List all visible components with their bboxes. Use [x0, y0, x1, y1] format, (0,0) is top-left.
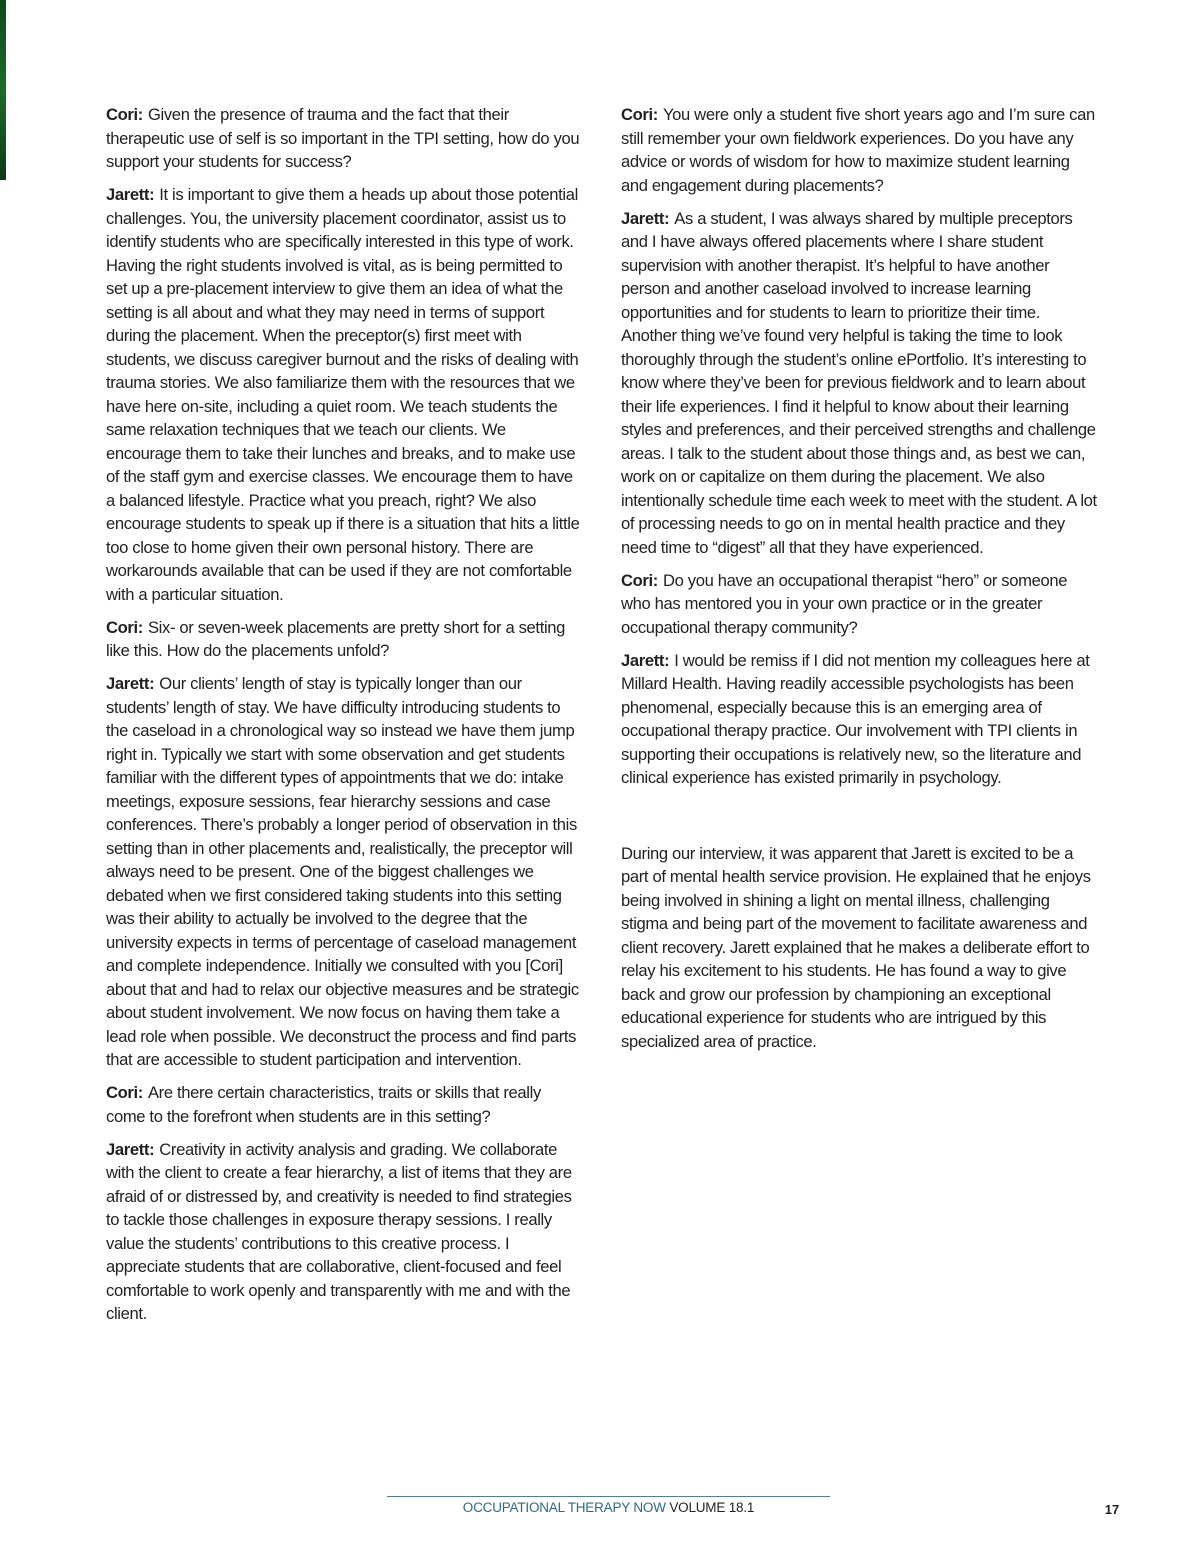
speaker-label: Jarett:	[106, 185, 155, 204]
speaker-label: Cori:	[106, 1083, 143, 1102]
speaker-label: Jarett:	[621, 650, 670, 670]
interview-paragraph	[621, 569, 1099, 640]
green-edge-bar	[0, 0, 6, 180]
paragraph-text: I would be remiss if I did not mention my colleagues here at Millard Health. Having readily accessible psychologists has been phenomenal, especially because this is an emerging area of occupational therapy practice. Our involvement with TPI clients in supporting their occupations is relatively new, so the literature and clinical experience has existed primarily in psychology.	[621, 650, 1090, 787]
interview-paragraph	[621, 649, 1099, 790]
footer-rule	[387, 1496, 830, 1497]
interview-paragraph	[106, 1081, 584, 1128]
footer	[387, 1500, 830, 1515]
speaker-label: Cori:	[621, 105, 658, 124]
paragraph-text: Creativity in activity analysis and grading. We collaborate with the client to create a fear hierarchy, a list of items that they are afraid of or distressed by, and creativity is needed to find strategies to tackle those challenges in exposure therapy sessions. I really value the students’ contributions to this creative process. I appreciate students that are collaborative, client-focused and feel comfortable to work openly and transparently with me and with the client.	[106, 1139, 572, 1323]
interview-paragraph	[621, 103, 1099, 197]
speaker-label: Jarett:	[621, 208, 670, 228]
right-column	[621, 103, 1099, 1063]
interview-paragraph	[106, 183, 584, 606]
page-number: 17	[1104, 1502, 1120, 1517]
interview-paragraph	[106, 672, 584, 1072]
paragraph-text: Are there certain characteristics, traits or skills that really come to the forefront when students are in this setting?	[106, 1083, 541, 1126]
paragraph-text: It is important to give them a heads up about those potential challenges. You, the university placement coordinator, assist us to identify students who are specifically interested in this type of work. Having the right students involved is vital, as is being permitted to set up a pre-placement interview to give them an idea of what the setting is all about and what they may need in terms of support during the placement. When the preceptor(s) first meet with students, we discuss caregiver burnout and the risks of dealing with trauma stories. We also familiarize them with the resources that we have here on-site, including a quiet room. We teach students the same relaxation techniques that we teach our clients. We encourage them to take their lunches and breaks, and to make use of the staff gym and exercise classes. We encourage them to have a balanced lifestyle. Practice what you preach, right? We also encourage students to speak up if there is a situation that hits a little too close to home given their own personal history. There are workarounds available that can be used if they are not comfortable with a particular situation.	[106, 185, 580, 604]
interview-paragraph	[621, 207, 1099, 560]
interview-paragraph	[106, 1138, 584, 1326]
speaker-label: Jarett:	[106, 1139, 155, 1159]
interview-paragraph	[106, 103, 584, 174]
paragraph-text: Six- or seven-week placements are pretty short for a setting like this. How do the placements unfold?	[106, 617, 566, 660]
speaker-label: Jarett:	[106, 674, 155, 693]
left-column	[106, 103, 584, 1335]
speaker-label: Cori:	[106, 105, 143, 124]
paragraph-text: Given the presence of trauma and the fact that their therapeutic use of self is so important in the TPI setting, how do you support your students for success?	[106, 105, 580, 171]
paragraph-text: As a student, I was always shared by multiple preceptors and I have always offered placements where I share student supervision with another therapist. It’s helpful to have another person and another caseload involved to increase learning opportunities and for students to learn to prioritize their time. Another thing we’ve found very helpful is taking the time to look thoroughly through the student’s online ePortfolio. It’s interesting to know where they’ve been for previous fieldwork and to learn about their life experiences. I find it helpful to know about their learning styles and preferences, and their perceived strengths and challenge areas. I talk to the student about those things and, as best we can, work on or capitalize on them during the placement. We also intentionally schedule time each week to meet with the student. A lot of processing needs to go on in mental health practice and they need time to “digest” all that they have experienced.	[621, 208, 1097, 557]
speaker-label: Cori:	[106, 617, 143, 637]
journal-title: OCCUPATIONAL THERAPY NOW	[462, 1500, 666, 1515]
speaker-label: Cori:	[621, 570, 658, 590]
volume-label: VOLUME 18.1	[669, 1500, 755, 1515]
closing-paragraph: During our interview, it was apparent that Jarett is excited to be a part of mental health service provision. He explained that he enjoys being involved in shining a light on mental illness, challenging stigma and being part of the movement to facilitate awareness and client recovery. Jarett explained that he makes a deliberate effort to relay his excitement to his students. He has found a way to give back and grow our profession by championing an exceptional educational experience for students who are intrigued by this specialized area of practice.	[621, 843, 1091, 1051]
paragraph-text: Do you have an occupational therapist “hero” or someone who has mentored you in your own practice or in the greater occupational therapy community?	[621, 570, 1068, 637]
paragraph-text: Our clients’ length of stay is typically longer than our students’ length of stay. We have difficulty introducing students to the caseload in a chronological way so instead we have them jump right in. Typically we start with some observation and get students familiar with the different types of appointments that we do: intake meetings, exposure sessions, fear hierarchy sessions and case conferences. There’s probably a longer period of observation in this setting than in other placements and, realistically, the preceptor will always need to be present. One of the biggest challenges we debated when we first considered taking students into this setting was their ability to actually be involved to the degree that the university expects in terms of percentage of caseload management and complete independence. Initially we consulted with you [Cori] about that and had to relax our objective measures and be strategic about student involvement. We now focus on having them take a lead role when possible. We deconstruct the process and find parts that are accessible to student participation and intervention.	[106, 674, 579, 1069]
paragraph-text: You were only a student five short years ago and I’m sure can still remember your own fieldwork experiences. Do you have any advice or words of wisdom for how to maximize student learning and engagement during placements?	[621, 105, 1095, 195]
interview-paragraph	[106, 616, 584, 663]
